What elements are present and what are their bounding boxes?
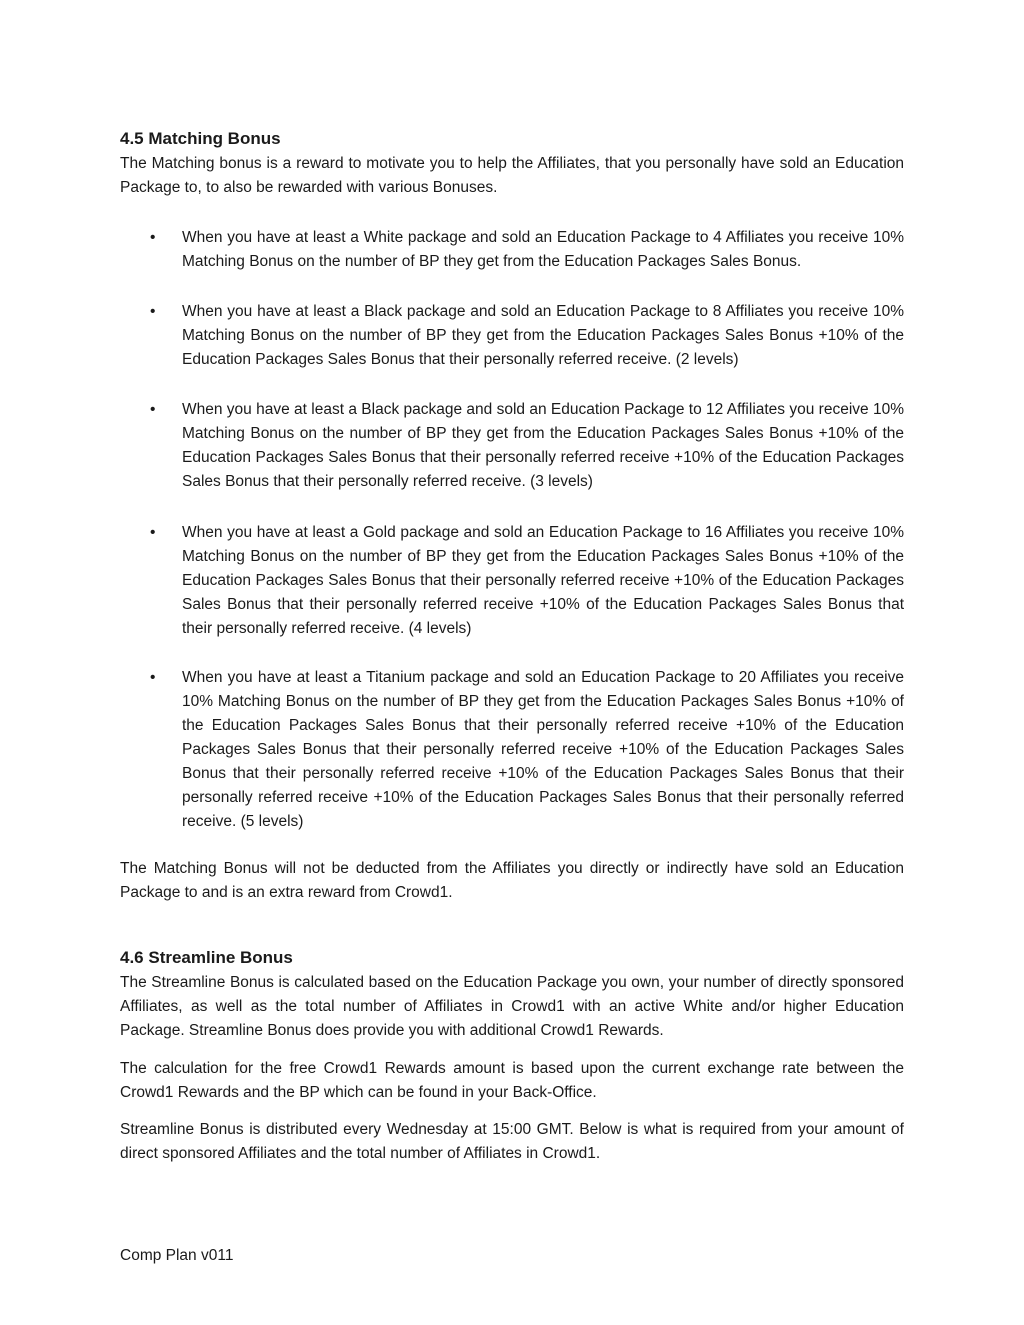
streamline-bonus-paragraph-3: Streamline Bonus is distributed every Wednesday at 15:00 GMT. Below is what is required from your amount of direct sponsored Affiliates and the total number of Affiliates in Crowd1.	[120, 1121, 904, 1162]
matching-bonus-closing: The Matching Bonus will not be deducted from the Affiliates you directly or indirectly have sold an Education Package to and is an extra reward from Crowd1.	[120, 860, 904, 901]
matching-bonus-bullet-black-12	[150, 398, 904, 494]
matching-bonus-bullet-black-8	[150, 300, 904, 372]
bullet-icon: •	[150, 669, 156, 686]
streamline-bonus-paragraph-1: The Streamline Bonus is calculated based on the Education Package you own, your number of directly sponsored Affiliates, as well as the total number of Affiliates in Crowd1 with an active White and/or higher Education Package. Streamline Bonus does provide you with additional Crowd1 Rewards.	[120, 974, 904, 1039]
bullet-text: When you have at least a Gold package and sold an Education Package to 16 Affiliates you receive 10% Matching Bonus on the number of BP they get from the Education Packages Sales Bonus +10% of the Education Packages Sales Bonus that their personally referred receive +10% of the Education Packages Sales Bonus that their personally referred receive +10% of the Education Packages Sales Bonus that their personally referred receive. (4 levels)	[182, 524, 904, 637]
page-footer: Comp Plan v011	[120, 1247, 234, 1264]
bullet-text: When you have at least a Black package and sold an Education Package to 8 Affiliates you receive 10% Matching Bonus on the number of BP they get from the Education Packages Sales Bonus +10% of the Education Packages Sales Bonus that their personally referred receive. (2 levels)	[182, 303, 904, 368]
bullet-icon: •	[150, 401, 156, 418]
bullet-icon: •	[150, 303, 156, 320]
matching-bonus-bullet-gold	[150, 521, 904, 641]
bullet-text: When you have at least a Titanium package and sold an Education Package to 20 Affiliates you receive 10% Matching Bonus on the number of BP they get from the Education Packages Sales Bonus +10% of the Education Packages Sales Bonus that their personally referred receive +10% of the Education Packages Sales Bonus that their personally referred receive +10% of the Education Packages Sales Bonus that their personally referred receive +10% of the Education Packages Sales Bonus that their personally referred receive +10% of the Education Packages Sales Bonus that their personally referred receive. (5 levels)	[182, 669, 904, 830]
section-heading-streamline-bonus: 4.6 Streamline Bonus	[120, 948, 293, 967]
streamline-bonus-paragraph-2: The calculation for the free Crowd1 Rewards amount is based upon the current exchange rate between the Crowd1 Rewards and the BP which can be found in your Back-Office.	[120, 1060, 904, 1101]
matching-bonus-bullet-white	[150, 226, 904, 274]
section-heading-matching-bonus: 4.5 Matching Bonus	[120, 129, 281, 148]
bullet-icon: •	[150, 524, 156, 541]
bullet-icon: •	[150, 229, 156, 246]
bullet-text: When you have at least a Black package and sold an Education Package to 12 Affiliates you receive 10% Matching Bonus on the number of BP they get from the Education Packages Sales Bonus +10% of the Education Packages Sales Bonus that their personally referred receive +10% of the Education Packages Sales Bonus that their personally referred receive. (3 levels)	[182, 401, 904, 490]
matching-bonus-bullet-titanium	[150, 666, 904, 834]
matching-bonus-intro: The Matching bonus is a reward to motivate you to help the Affiliates, that you personally have sold an Education Package to, to also be rewarded with various Bonuses.	[120, 155, 904, 196]
bullet-text: When you have at least a White package and sold an Education Package to 4 Affiliates you receive 10% Matching Bonus on the number of BP they get from the Education Packages Sales Bonus.	[182, 229, 904, 270]
